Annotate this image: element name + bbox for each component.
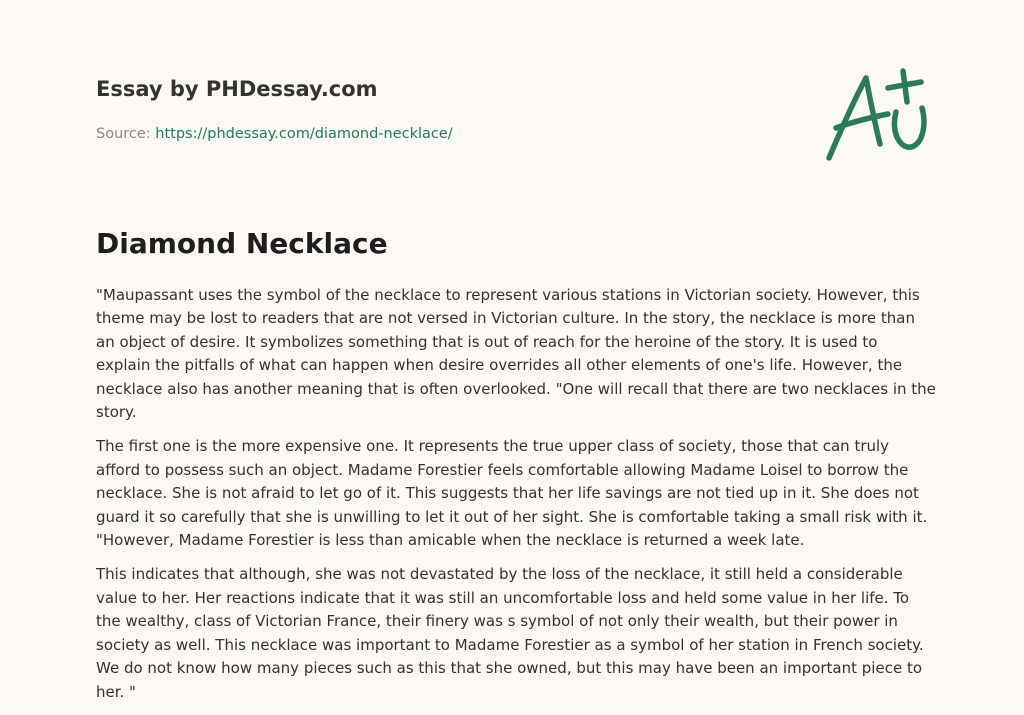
- article-paragraph: "Maupassant uses the symbol of the necklace to represent various stations in Victorian society. However, this theme may be lost to readers that are not versed in Victorian culture. In the story, the necklace is more than an object of desire. It symbolizes something that is out of reach for the heroine of the story. It is used to explain the pitfalls of what can happen when desire overrides all other elements of one's life. However, the necklace also has another meaning that is often overlooked. "One will recall that there are two necklaces in the story.: [96, 286, 936, 422]
- site-brand: Essay by PHDessay.com: [96, 77, 378, 101]
- article-title: Diamond Necklace: [96, 227, 388, 260]
- source-label: Source:: [96, 126, 151, 142]
- article-paragraph: The first one is the more expensive one. It represents the true upper class of society, those that can truly afford to possess such an object. Madame Forestier feels comfortable allowing Madame Loisel to borrow the necklace. She is not afraid to let go of it. This suggests that her life savings are not tied up in it. She does not guard it so carefully that she is unwilling to let it out of her sight. She is comfortable taking a small risk with it. "However, Madame Forestier is less than amicable when the necklace is returned a week late.: [96, 437, 928, 550]
- article-body: [96, 284, 936, 715]
- a-plus-grade-icon: [818, 62, 934, 166]
- site-header: [96, 74, 796, 144]
- source-link[interactable]: https://phdessay.com/diamond-necklace/: [155, 126, 453, 142]
- article-paragraph: This indicates that although, she was not devastated by the loss of the necklace, it still held a considerable value to her. Her reactions indicate that it was still an uncomfortable loss and held some value in her life. To the wealthy, class of Victorian France, their finery was s symbol of not only their wealth, but their power in society as well. This necklace was important to Madame Forestier as a symbol of her station in French society. We do not know how many pieces such as this that she owned, but this may have been an important piece to her. ": [96, 565, 924, 701]
- source-line: [96, 124, 796, 144]
